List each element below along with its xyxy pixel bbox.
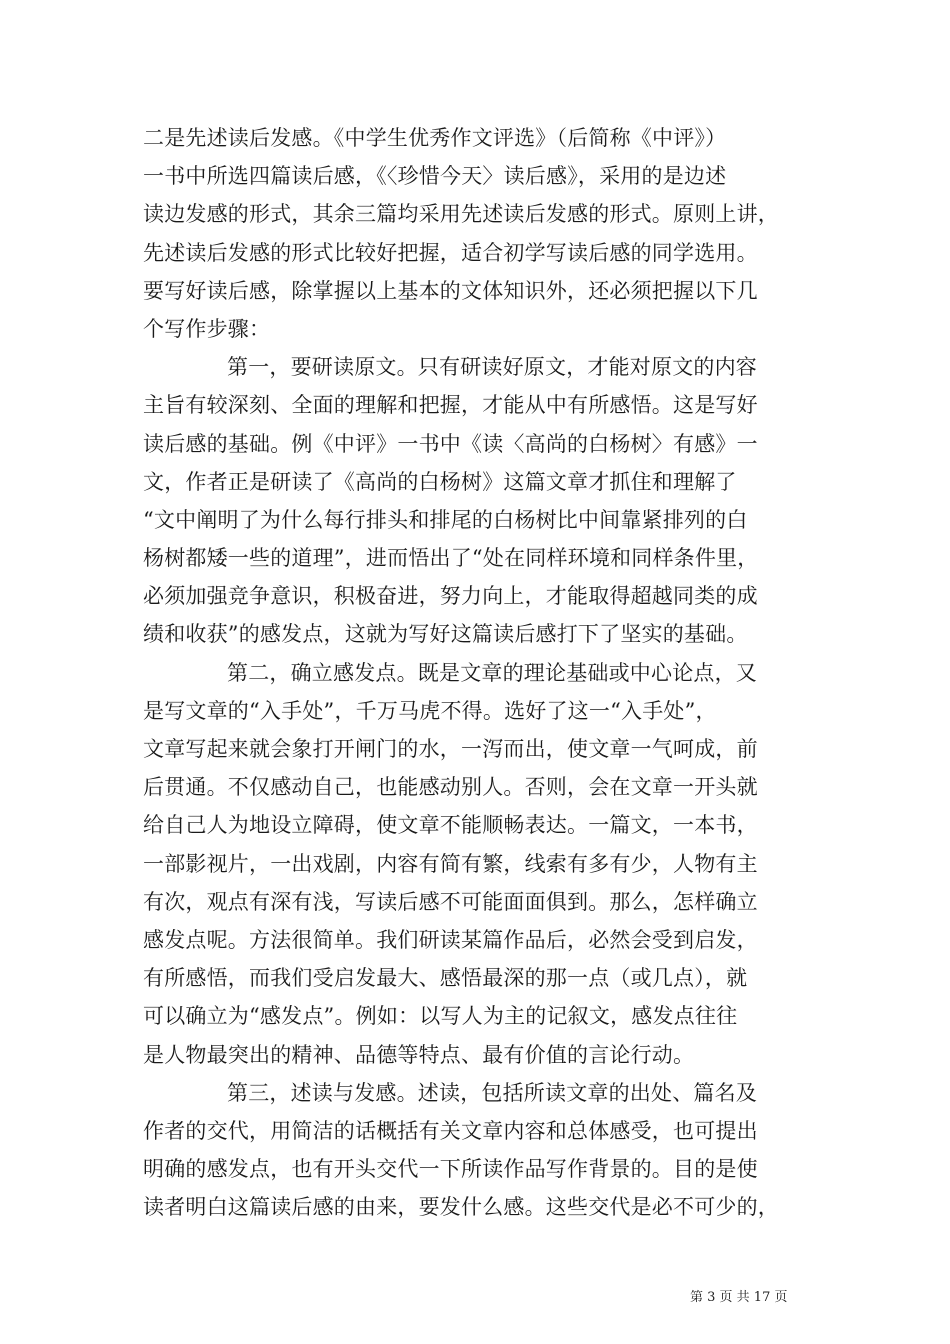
text-line: “文中阐明了为什么每行排头和排尾的白杨树比中间靠紧排列的白 <box>143 507 748 532</box>
text-line: 读边发感的形式，其余三篇均采用先述读后发感的形式。原则上讲， <box>143 202 779 227</box>
text-line: 感发点呢。方法很简单。我们研读某篇作品后，必然会受到启发， <box>143 927 758 952</box>
text-line: 是人物最突出的精神、品德等特点、最有价值的言论行动。 <box>143 1042 695 1067</box>
text-line: 文章写起来就会象打开闸门的水，一泻而出，使文章一气呵成，前 <box>143 737 758 761</box>
paragraph-first-line: 第一，要研读原文。只有研读好原文，才能对原文的内容 <box>227 355 757 380</box>
text-line: 可以确立为“感发点”。例如：以写人为主的记叙文，感发点往往 <box>143 1004 738 1029</box>
text-line: 一部影视片，一出戏剧，内容有简有繁，线索有多有少，人物有主 <box>143 851 758 876</box>
text-line: 文，作者正是研读了《高尚的白杨树》这篇文章才抓住和理解了 <box>143 469 737 494</box>
text-line: 读后感的基础。例《中评》一书中《读〈高尚的白杨树〉有感》一 <box>143 431 758 456</box>
text-line: 有所感悟，而我们受启发最大、感悟最深的那一点（或几点），就 <box>143 966 748 991</box>
page-number-footer: 第 3 页 共 17 页 <box>690 1290 788 1305</box>
text-line: 后贯通。不仅感动自己，也能感动别人。否则，会在文章一开头就 <box>143 775 758 800</box>
text-line: 明确的感发点，也有开头交代一下所读作品写作背景的。目的是使 <box>143 1157 758 1182</box>
text-line: 读者明白这篇读后感的由来，要发什么感。这些交代是必不可少的， <box>143 1195 779 1220</box>
text-line: 给自己人为地设立障碍，使文章不能顺畅表达。一篇文，一本书， <box>143 813 758 838</box>
text-line: 有次，观点有深有浅，写读后感不可能面面俱到。那么，怎样确立 <box>143 889 758 914</box>
text-line: 是写文章的“入手处”，千万马虎不得。选好了这一“入手处”， <box>143 698 717 723</box>
text-line: 二是先述读后发感。《中学生优秀作文评选》（后简称《中评》） <box>143 126 727 150</box>
text-line: 主旨有较深刻、全面的理解和把握，才能从中有所感悟。这是写好 <box>143 393 758 418</box>
body-text <box>143 119 823 1226</box>
text-line: 个写作步骤： <box>143 316 271 341</box>
text-line: 要写好读后感，除掌握以上基本的文体知识外，还必须把握以下几 <box>143 278 758 303</box>
paragraph-first-line: 第二，确立感发点。既是文章的理论基础或中心论点，又 <box>227 660 757 685</box>
text-line: 杨树都矮一些的道理”，进而悟出了“处在同样环境和同样条件里， <box>143 546 759 571</box>
text-line: 作者的交代，用简洁的话概括有关文章内容和总体感受，也可提出 <box>143 1118 758 1143</box>
text-line: 必须加强竞争意识，积极奋进，努力向上，才能取得超越同类的成 <box>143 584 758 609</box>
paragraph-first-line: 第三，述读与发感。述读，包括所读文章的出处、篇名及 <box>227 1080 757 1105</box>
text-line: 绩和收获”的感发点，这就为写好这篇读后感打下了坚实的基础。 <box>143 622 748 647</box>
text-line: 先述读后发感的形式比较好把握，适合初学写读后感的同学选用。 <box>143 240 758 265</box>
text-line: 一书中所选四篇读后感，《〈珍惜今天〉读后感》，采用的是边述 <box>143 164 727 189</box>
